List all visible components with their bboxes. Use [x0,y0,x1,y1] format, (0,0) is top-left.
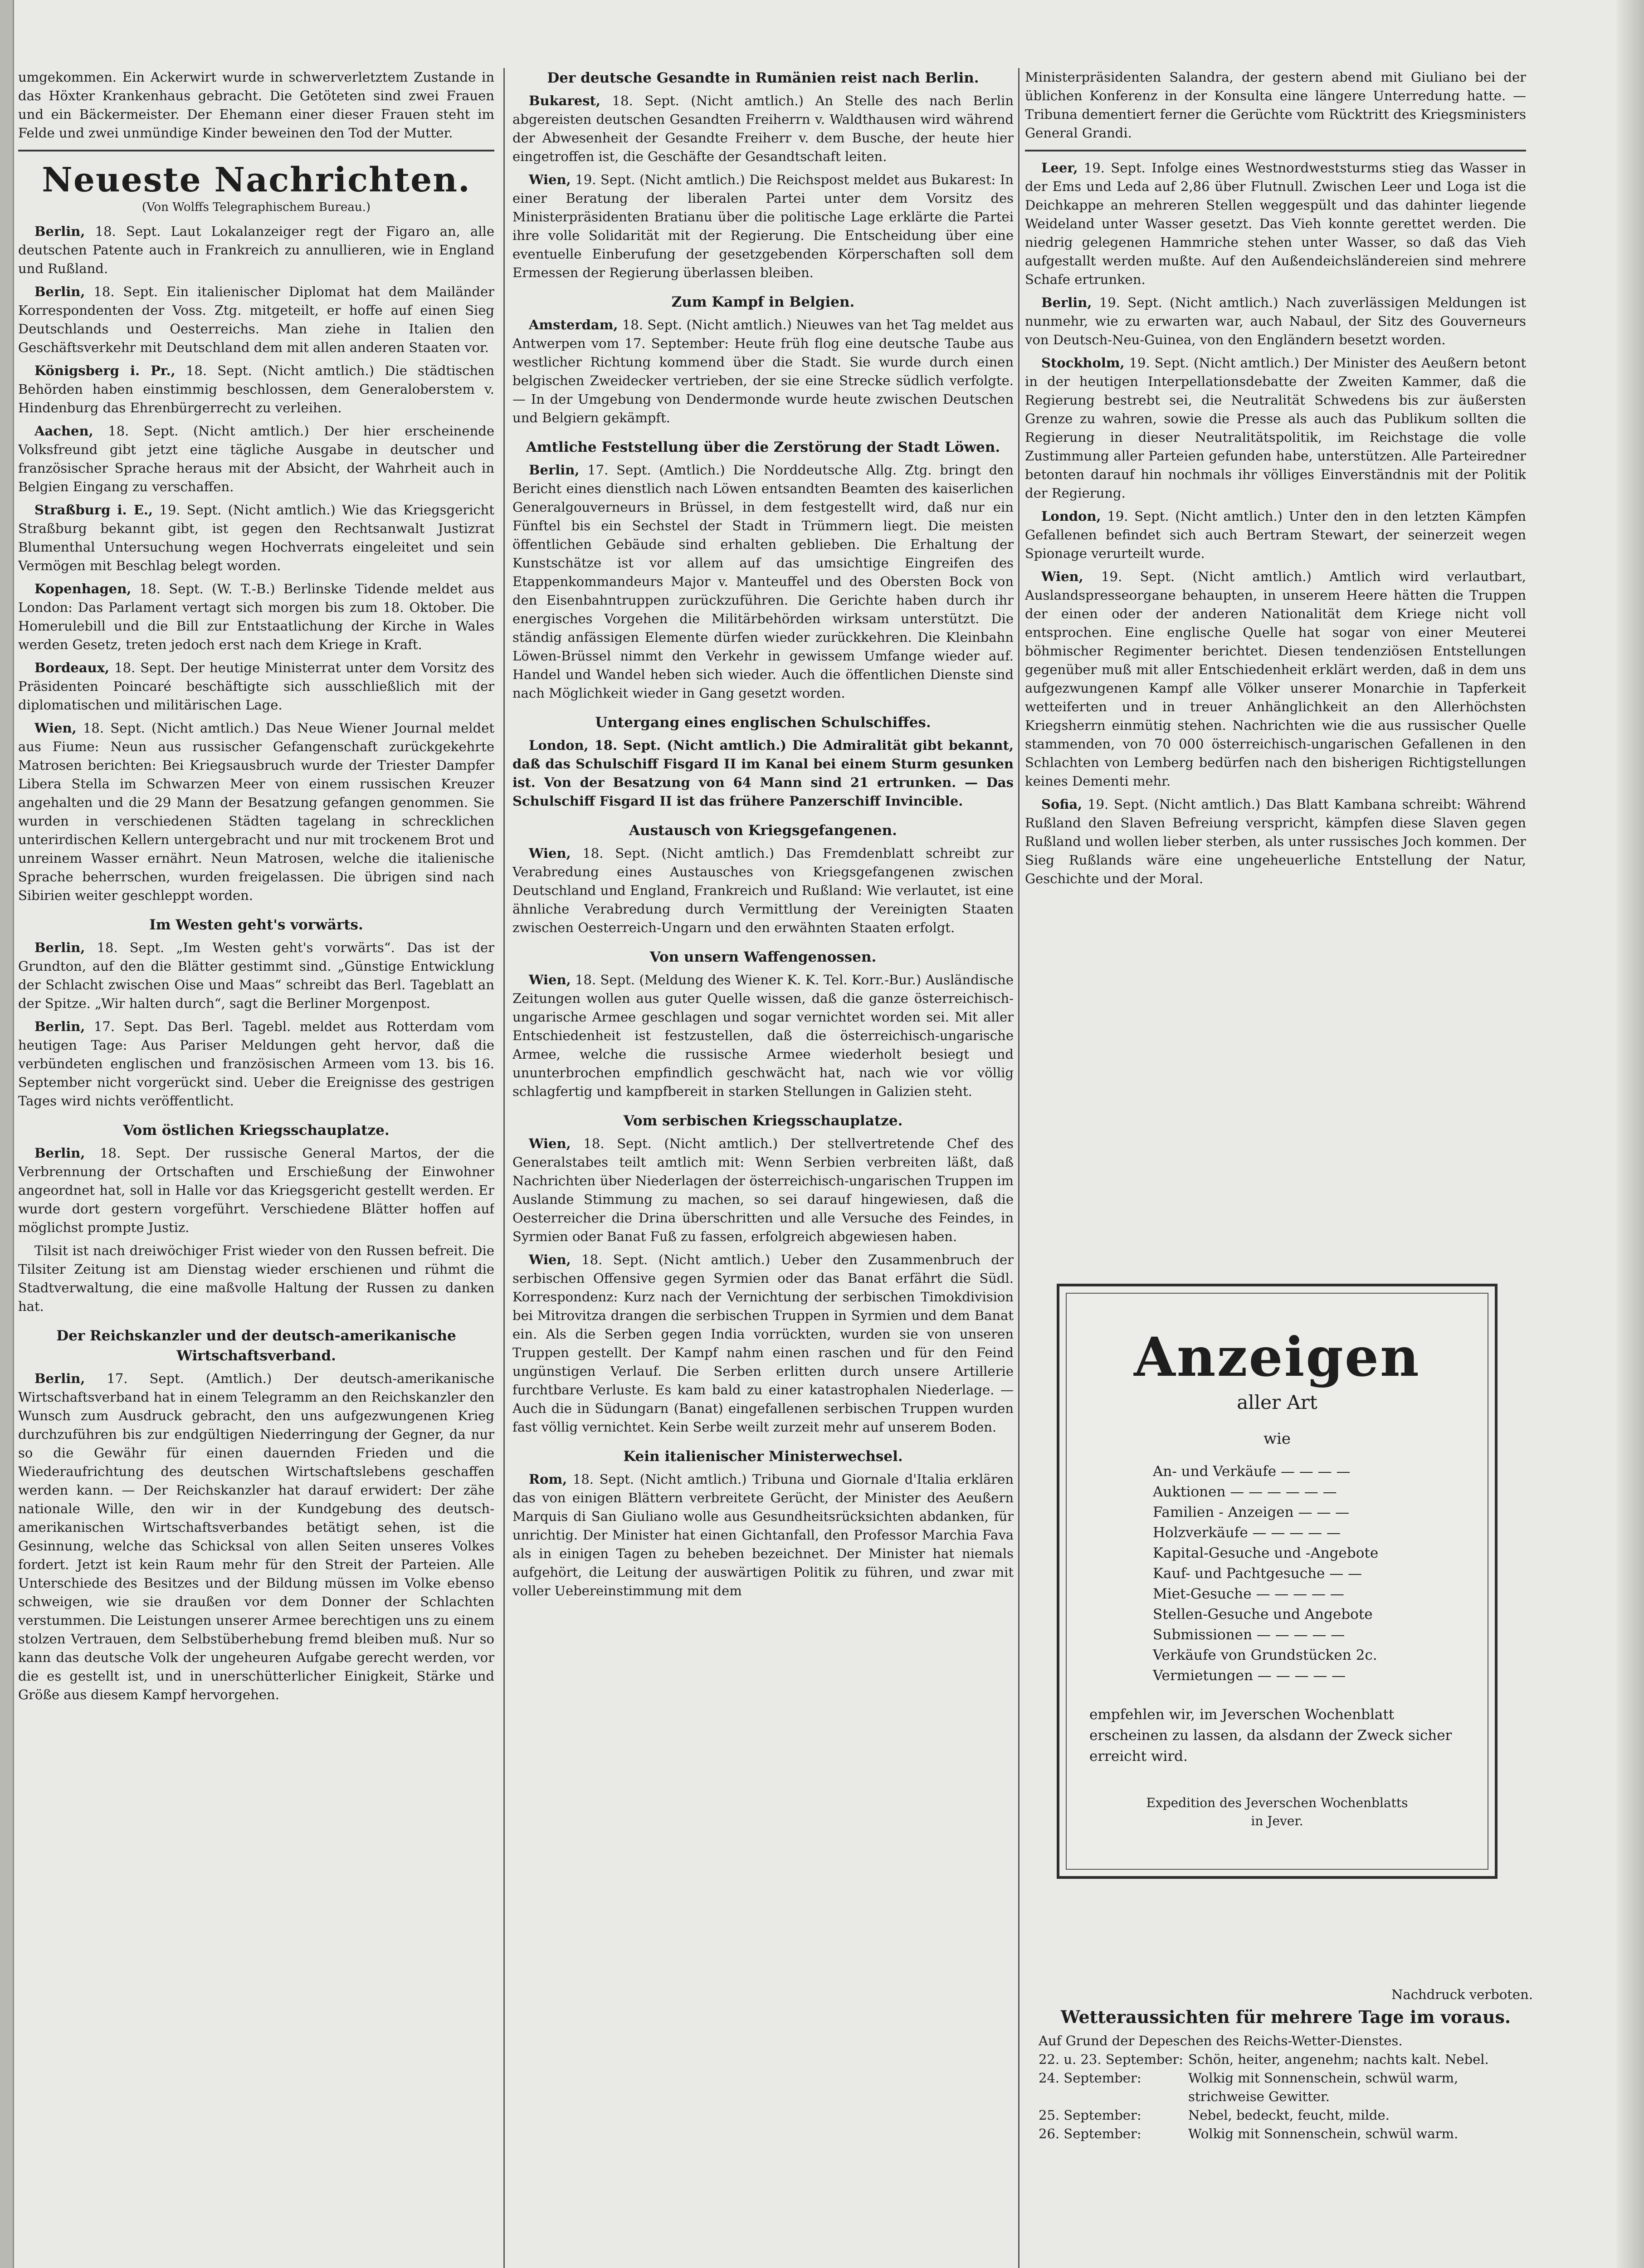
news-item [1025,795,1526,888]
ad-text: empfehlen wir, im Jeverschen Wochenblatt erscheinen zu lassen, da alsdann der Zweck sicher erreicht wird. [1089,1706,1452,1765]
news-text: 19. Sept. (Nicht amtlich.) Die Reichspost meldet aus Bukarest: In einer Beratung der liberalen Partei unter dem Vorsitz des Ministerpräsidenten Bratianu über die politische Lage erklärte die Partei ihre volle Solidarität mit der Regierung. Die Entscheidung über eine eventuelle Einberufung der gesetzgebenden Körperschaften soll dem Ermessen der Regierung überlassen bleiben. [512,172,1014,280]
ad-category: An- und Verkäufe — — — — [1153,1463,1351,1480]
news-text: 18. Sept. (Nicht amtlich.) Der stellvertretende Chef des Generalstabes teilt amtlich mit: Wenn Serbien verbreiten läßt, daß Nachrichten über Niederlagen der österreichisch-ungarischen Truppen im Auslande Stimmung zu machen, so sei darauf hingewiesen, daß die Oesterreicher die Drina überschritten und alle Versuche des Feindes, in Syrmien oder Banat Fuß zu fassen, erfolgreich abgewiesen haben. [512,1136,1014,1244]
news-item [1025,567,1526,791]
news-dateline: Leer, [1041,160,1078,176]
news-item [18,1242,494,1316]
news-item [512,971,1014,1101]
page-binding [0,0,14,2268]
bold-news-paragraph: London, 18. Sept. (Nicht amtlich.) Die Admiralität gibt bekannt, daß das Schulschiff Fisgard II im Kanal bei einem Sturm gesunken ist. Von der Besatzung von 64 Mann sind 21 ertrunken. — Das Schulschiff Fisgard II ist das frühere Panzerschiff Invincible. [512,738,1014,809]
news-item [18,719,494,905]
news-text: 18. Sept. Der russische General Martos, der die Verbrennung der Ortschaften und Erschießung der Einwohner angeordnet hat, soll in Halle vor das Kriegsgericht gestellt werden. Er wurde dort gestern vorgeführt. Verschiedene Blätter hoffen auf möglichst prompte Justiz. [18,1145,494,1235]
news-list [18,222,494,905]
news-list [512,971,1014,1101]
ad-category: Vermietungen — — — — — [1153,1667,1346,1684]
column-3 [1025,68,1526,1229]
news-text: 19. Sept. (Nicht amtlich.) Amtlich wird verlautbart, Auslandspresseorgane behaupten, in unserem Heere hätten die Truppen der einen oder der anderen Nationalität dem Kriege nicht voll entsprochen. Eine englische Quelle hat sogar von einer Meuterei böhmischer Regimenter berichtet. Diesen tendenziösen Entstellungen gegenüber muß mit aller Entschiedenheit erklärt werden, daß in dem uns aufgezwungenen Kampf alle Völker unserer Monarchie in Tapferkeit wetteiferten und in treuer Anhänglichkeit an den Allerhöchsten Kriegsherrn einmütig stehen. Nachrichten wie die aus russischer Quelle stammenden, von 70 000 österreichisch-ungarischen Gefallenen in den Schlachten von Lemberg bedürfen nach den bisherigen Richtigstellungen keines Dementi mehr. [1025,569,1526,789]
ad-category: Submissionen — — — — — [1153,1627,1345,1643]
news-item [18,501,494,575]
news-item [1025,159,1526,289]
news-text: 18. Sept. (Nicht amtlich.) Die städtischen Behörden haben einstimmig beschlossen, dem Generaloberstem v. Hindenburg das Ehrenbürgerrecht zu verleihen. [18,363,494,415]
news-dateline: Wien, [529,1252,571,1267]
news-item [512,316,1014,427]
news-dateline: Berlin, [34,1371,85,1386]
news-dateline: Berlin, [34,1145,85,1161]
reprint-notice: Nachdruck verboten. [1391,1987,1533,2002]
section-heading: Zum Kampf in Belgien. [671,294,855,310]
news-dateline: Berlin, [34,1019,85,1034]
section-heading: Der Reichskanzler und der deutsch-amerikanische Wirtschaftsverband. [56,1328,456,1364]
news-list [512,461,1014,703]
news-text: 19. Sept. (Nicht amtlich.) Der Minister des Aeußern betont in der heutigen Interpellationsdebatte der Zweiten Kammer, daß die Regierung bestrebt sei, die Neutralität Schwedens bis zur äußersten Grenze zu wahren, sowie die Presse als auch das Publikum sollten die Regierung in dieser Neutralitätspolitik, im Reichstage die volle Zustimmung aller Parteien gefunden habe, unterstützen. Alle Parteiredner betonten darauf hin nochmals ihr völliges Einverständnis mit der Politik der Regierung. [1025,355,1526,501]
news-text: Tilsit ist nach dreiwöchiger Frist wieder von den Russen befreit. Die Tilsiter Zeitung ist am Dienstag wieder erschienen und rühmt die Stadtverwaltung, die eine maßvolle Haltung der Russen zu danken hat. [18,1243,494,1314]
news-item [512,171,1014,282]
news-item [512,461,1014,703]
ad-category: Kapital-Gesuche und -Angebote [1153,1545,1379,1561]
ad-wie: wie [1263,1430,1291,1448]
news-item [18,659,494,714]
weather-date: 24. September: [1039,2070,1142,2086]
weather-subtitle: Auf Grund der Depeschen des Reichs-Wetter-Dienstes. [1039,2033,1403,2048]
news-text: 17. Sept. (Amtlich.) Der deutsch-amerikanische Wirtschaftsverband hat in einem Telegramm an den Reichskanzler den Wunsch zum Ausdruck gebracht, den uns aufgezwungenen Krieg durchzuführen bis zur endgültigen Niederringung der Gegner, da nur so die Gewähr für einen dauernden Frieden und die Wiederaufrichtung des deutschen Wirtschaftslebens geschaffen werden kann. — Der Reichskanzler hat darauf erwidert: Der zähe nationale Wille, den wir in der Kundgebung des deutsch-amerikanischen Wirtschaftsverbandes betätigt sehen, ist die Gesinnung, welche das Schicksal von allen Seiten unseres Volkes fordert. Jetzt ist kein Raum mehr für den Streit der Parteien. Alle Unterschiede des Besitzes und der Bildung müssen im Volke ebenso schweigen, wie sie draußen vor dem Donner der Schlachten verstummen. Die Leistungen unserer Armee berechtigen uns zu einem stolzen Vertrauen, dem Selbstüberhebung fremd bleiben muß. Nur so kann das deutsche Volk der ungeheuren Aufgabe gerecht werden, vor die es gestellt ist, und in unerschütterlicher Einigkeit, Stärke und Größe aus diesem Kampf hervorgehen. [18,1371,494,1702]
weather-text: Schön, heiter, angenehm; nachts kalt. Nebel. [1188,2052,1489,2067]
ad-category: Holzverkäufe — — — — — [1153,1525,1341,1541]
news-dateline: Aachen, [34,423,93,439]
column-rule [503,68,505,2268]
news-list [18,1144,494,1316]
ad-category: Miet-Gesuche — — — — — [1153,1586,1344,1602]
news-item [1025,293,1526,349]
news-text: 18. Sept. Laut Lokalanzeiger regt der Figaro an, alle deutschen Patente auch in Frankreich zu annullieren, wie in England und Rußland. [18,224,494,276]
news-dateline: Straßburg i. E., [34,502,153,518]
page-edge [1617,0,1644,2268]
news-dateline: Königsberg i. Pr., [34,363,176,378]
ad-title: Anzeigen [1134,1325,1420,1388]
advertisement-box [1057,1284,1498,1879]
news-item [512,844,1014,937]
section-heading: Amtliche Feststellung über die Zerstörung der Stadt Löwen. [526,439,1000,455]
news-text: 18. Sept. (Meldung des Wiener K. K. Tel. Korr.-Bur.) Ausländische Zeitungen wollen aus guter Quelle wissen, daß die ganze österreichisch-ungarische Armee geschlagen und sogar vernichtet worden sei. Mit aller Entschiedenheit ist festzustellen, daß die österreichisch-ungarische Armee, welche die russische Armee wiederholt besiegt und ununterbrochen empfindlich geschwächt hat, nach wie vor völlig schlagfertig und kampfbereit in starken Stellungen in Galizien steht. [512,972,1014,1099]
section-heading: Im Westen geht's vorwärts. [149,917,363,933]
news-text: 19. Sept. (Nicht amtlich.) Nach zuverlässigen Meldungen ist nunmehr, wie zu erwarten war, auch Nabaul, der Sitz des Gouverneurs von Deutsch-Neu-Guinea, von den Engländern besetzt worden. [1025,295,1526,347]
news-text: 18. Sept. (Nicht amtlich.) Das Neue Wiener Journal meldet aus Fiume: Neun aus russischer Gefangenschaft zurückgekehrte Matrosen berichten: Bei Kriegsausbruch wurde der Triester Dampfer Libera Stella im Schwarzen Meer von einem russischen Kreuzer angehalten und die 29 Mann der Besatzung gefangen genommen. Sie wurden in verschiedenen Städten tagelang in schrecklichen unterirdischen Kellern untergebracht und nur mit trockenem Brot und unreinem Wasser ernährt. Neun Matrosen, welche die italienische Sprache beherrschen, wurden freigelassen. Die übrigen sind nach Sibirien weiter geschleppt worden. [18,720,494,903]
news-item [18,283,494,357]
section-heading: Untergang eines englischen Schulschiffes. [595,714,931,731]
news-text: 17. Sept. (Amtlich.) Die Norddeutsche Allg. Ztg. bringt den Bericht eines dienstlich nach Löwen entsandten Beamten des kaiserlichen Generalgouverneurs in Brüssel, in dem festgestellt wird, daß nur ein Fünftel bis ein Sechstel der Stadt in Trümmern liegt. Die meisten öffentlichen Gebäude sind erhalten geblieben. Die Erhaltung der Kunstschätze ist vor allem auf das umsichtige Eingreifen des Etappenkommandeurs Major v. Manteuffel und des Obersten Bock von den Eisenbahntruppen zurückzuführen. Die Gerichte haben durch ihr energisches Vorgehen die Militärbehörden wirksam unterstützt. Die ständig anfässigen Elemente dürfen wieder zurückkehren. Die Kleinbahn Löwen-Brüssel nimmt den Verkehr in gewissem Umfange wieder auf. Handel und Wandel heben sich wieder. Auch die öffentlichen Dienste sind nach Möglichkeit wieder in Gang gesetzt worden. [512,462,1014,701]
news-text: 19. Sept. (Nicht amtlich.) Das Blatt Kambana schreibt: Während Rußland den Slaven Befreiung verspricht, kämpfen diese Slaven gegen Rußland und wollen lieber sterben, als unter russisches Joch kommen. Der Sieg Rußlands wäre eine ungeheuerliche Entstellung der Natur, Geschichte und der Moral. [1025,797,1526,886]
news-item [18,1369,494,1704]
news-dateline: Kopenhagen, [34,581,132,596]
ad-category: Auktionen — — — — — — [1153,1484,1337,1500]
news-text: 18. Sept. „Im Westen geht's vorwärts“. Das ist der Grundton, auf den die Blätter gestimmt sind. „Günstige Entwicklung der Schlacht zwischen Oise und Maas“ schreibt das Berl. Tageblatt an der Spitze. „Wir halten durch“, sagt die Berliner Morgenpost. [18,940,494,1011]
news-list [512,316,1014,427]
weather-date: 22. u. 23. September: [1039,2052,1184,2067]
news-item [18,1017,494,1110]
ad-category: Kauf- und Pachtgesuche — — [1153,1565,1362,1582]
news-dateline: Wien, [1041,569,1083,584]
news-dateline: Berlin, [1041,295,1092,310]
ad-subtitle: aller Art [1237,1391,1317,1413]
news-dateline: Sofia, [1041,797,1083,812]
news-list [512,844,1014,937]
weather-row [1039,2050,1533,2069]
section-heading: Der deutsche Gesandte in Rumänien reist nach Berlin. [547,70,979,86]
news-item [512,92,1014,166]
news-text: 18. Sept. (Nicht amtlich.) Ueber den Zusammenbruch der serbischen Offensive gegen Syrmien oder das Banat erfährt die Südl. Korrespondenz: Kurz nach der Vernichtung der serbischen Timokdivision bei Mitrovitza drangen die serbischen Truppen in Syrmien und dem Banat ein. Als die Serben gegen India vorrückten, wurden sie von unseren Truppen gestellt. Der Kampf nahm einen raschen und für den Feind ungünstigen Verlauf. Die Serben erlitten durch unsere Artillerie furchtbare Verluste. Es kam bald zu einer katastrophalen Niederlage. — Auch die in Südungarn (Banat) eingefallenen serbischen Truppen wurden fast völlig vernichtet. Kein Serbe weilt zurzeit mehr auf unserem Boden. [512,1252,1014,1435]
news-item [1025,354,1526,503]
news-item [18,222,494,278]
section-heading: Kein italienischer Ministerwechsel. [623,1448,903,1465]
news-dateline: Rom, [529,1471,567,1487]
news-item [18,1144,494,1237]
ad-category: Verkäufe von Grundstücken 2c. [1153,1647,1377,1663]
news-item [18,422,494,496]
news-dateline: Berlin, [34,224,85,239]
news-text: 18. Sept. Der heutige Ministerrat unter dem Vorsitz des Präsidenten Poincaré beschäftigte sich ausschließlich mit der diplomatischen und militärischen Lage. [18,660,494,713]
divider [18,150,494,152]
news-dateline: Wien, [34,720,77,736]
news-dateline: Berlin, [529,462,580,478]
column-1 [18,68,494,2268]
weather-date: 26. September: [1039,2126,1142,2141]
news-dateline: Wien, [529,1136,571,1151]
weather-row [1039,2106,1533,2125]
news-text: 17. Sept. Das Berl. Tagebl. meldet aus Rotterdam vom heutigen Tage: Aus Pariser Meldungen geht hervor, daß die verbündeten englischen und französischen Armeen vom 13. bis 16. September nicht vorgerückt sind. Ueber die Ereignisse des gestrigen Tages wird nichts veröffentlicht. [18,1019,494,1109]
news-dateline: London, [1041,508,1101,524]
news-dateline: Bukarest, [529,93,601,108]
ad-footer-line: Expedition des Jeverschen Wochenblatts [1146,1795,1408,1810]
news-list [512,1470,1014,1600]
news-text: 19. Sept. (Nicht amtlich.) Unter den in den letzten Kämpfen Gefallenen befindet sich auch Bertram Stewart, der seinerzeit wegen Spionage verurteilt wurde. [1025,508,1526,561]
byline: (Von Wolffs Telegraphischem Bureau.) [141,200,371,214]
weather-row [1039,2069,1533,2106]
news-item [512,1134,1014,1246]
ad-category: Stellen-Gesuche und Angebote [1153,1606,1373,1623]
ad-category: Familien - Anzeigen — — — [1153,1504,1350,1520]
news-text: 18. Sept. (Nicht amtlich.) Nieuwes van het Tag meldet aus Antwerpen vom 17. September: Heute früh flog eine deutsche Taube aus westlicher Richtung kommend über die Stadt. Sie wurde durch einen belgischen Zweidecker vertrieben, der sie eine Strecke südlich verfolgte. — In der Umgebung von Dendermonde wurde heute zwischen Deutschen und Belgiern gekämpft. [512,317,1014,425]
news-text: 18. Sept. (Nicht amtlich.) Das Fremdenblatt schreibt zur Verabredung eines Austausches von Kriegsgefangenen zwischen Deutschland und England, Frankreich und Rußland: Wie verlautet, ist eine ähnliche Verabredung durch Vermittlung der Vereinigten Staaten zwischen Oesterreich-Ungarn und den erwähnten Staaten erfolgt. [512,846,1014,935]
news-list [1025,159,1526,888]
news-dateline: Berlin, [34,284,85,299]
news-item [1025,507,1526,563]
news-text: 18. Sept. (Nicht amtlich.) An Stelle des nach Berlin abgereisten deutschen Gesandten Freiherrn v. Waldthausen wird während der Abwesenheit der Gesandte Freiherr v. dem Busche, der heute hier eingetroffen ist, die Geschäfte der Gesandtschaft leiten. [512,93,1014,164]
weather-row [1039,2125,1533,2143]
advertisement-frame [1066,1293,1488,1870]
intro-paragraph: Ministerpräsidenten Salandra, der gestern abend mit Giuliano bei der üblichen Konferenz in der Konsulta eine längere Unterredung hatte. — Tribuna dementiert ferner die Gerüchte vom Rücktritt des Kriegsministers General Grandi. [1025,69,1526,141]
news-dateline: Wien, [529,172,571,187]
column-rule [1018,68,1020,2268]
news-item [512,1470,1014,1600]
news-dateline: Berlin, [34,940,85,955]
news-list [18,938,494,1110]
section-heading: Austausch von Kriegsgefangenen. [629,822,897,839]
news-dateline: Stockholm, [1041,355,1125,371]
news-text: 19. Sept. (Nicht amtlich.) Wie das Kriegsgericht Straßburg bekannt gibt, ist gegen den Rechtsanwalt Justizrat Blumenthal Untersuchung wegen Hochverrats eingeleitet und sein Vermögen mit Beschlag belegt worden. [18,502,494,573]
ad-footer [1067,1794,1488,1830]
news-item [512,1251,1014,1437]
weather-title: Wetteraussichten für mehrere Tage im voraus. [1060,2007,1511,2027]
weather-text: Nebel, bedeckt, feucht, milde. [1188,2107,1390,2123]
news-text: 19. Sept. Infolge eines Westnordweststurms stieg das Wasser in der Ems und Leda auf 2,86 über Flutnull. Zwischen Leer und Loga ist die Deichkappe an mehreren Stellen weggespült und das dahinter liegende Weideland unter Wasser gesetzt. Das Vieh konnte gerettet werden. Die niedrig gelegenen Hammriche stehen unter Wasser, so daß das Vieh aufgestallt werden mußte. Auf den Außendeichsländereien sind mehrere Schafe ertrunken. [1025,160,1526,287]
weather-text: Wolkig mit Sonnenschein, schwül warm, strichweise Gewitter. [1188,2070,1459,2104]
news-item [18,580,494,654]
section-heading: Von unsern Waffengenossen. [649,949,877,965]
news-dateline: Wien, [529,972,571,987]
section-masthead: Neueste Nachrichten. [42,161,471,200]
news-dateline: Amsterdam, [529,317,618,332]
divider [1025,150,1526,152]
column-2 [512,68,1014,2268]
ad-footer-line: in Jever. [1251,1813,1303,1828]
news-item [18,938,494,1013]
news-list [512,1134,1014,1437]
news-text: 18. Sept. Ein italienischer Diplomat hat dem Mailänder Korrespondenten der Voss. Ztg. mitgeteilt, er hoffe auf einen Sieg Deutschlands und Oesterreichs. Man ziehe in Italien den Geschäftsverkehr mit Deutschland dem mit allen anderen Staaten vor. [18,284,494,355]
intro-paragraph: umgekommen. Ein Ackerwirt wurde in schwerverletztem Zustande in das Höxter Krankenhaus gebracht. Die Getöteten sind zwei Frauen und ein Bäckermeister. Der Ehemann einer dieser Frauen steht im Felde und zwei unmündige Kinder beweinen den Tod der Mutter. [18,69,494,141]
news-text: 18. Sept. (Nicht amtlich.) Der hier erscheinende Volksfreund gibt jetzt eine tägliche Ausgabe in deutscher und französischer Sprache heraus mit der Absicht, der Wahrheit auch in Belgien Eingang zu verschaffen. [18,423,494,494]
news-list [18,1369,494,1704]
news-text: 18. Sept. (Nicht amtlich.) Tribuna und Giornale d'Italia erklären das von einigen Blättern verbreitete Gerücht, der Minister des Aeußern Marquis di San Giuliano wolle aus Gesundheitsrücksichten abdanken, für unrichtig. Der Minister hat einen Gichtanfall, den Professor Marchia Fava als in einigen Tagen zu beheben bezeichnet. Der Minister hat niemals aufgehört, die Leitung der auswärtigen Politik zu führen, und zwar mit voller Uebereinstimmung mit dem [512,1471,1014,1598]
weather-text: Wolkig mit Sonnenschein, schwül warm. [1188,2126,1459,2141]
section-heading: Vom serbischen Kriegsschauplatze. [623,1113,903,1129]
news-dateline: Wien, [529,846,571,861]
section-heading: Vom östlichen Kriegsschauplatze. [123,1122,390,1139]
news-text: 18. Sept. (W. T.-B.) Berlinske Tidende meldet aus London: Das Parlament vertagt sich morgen bis zum 18. Oktober. Die Homerulebill und die Bill zur Entstaatlichung der Kirche in Wales werden Gesetz, treten jedoch erst nach dem Kriege in Kraft. [18,581,494,652]
news-dateline: Bordeaux, [34,660,110,675]
weather-forecast [1039,1987,1533,2143]
news-item [18,362,494,417]
weather-date: 25. September: [1039,2107,1142,2123]
news-list [512,92,1014,282]
ad-category-list [1153,1461,1488,1686]
